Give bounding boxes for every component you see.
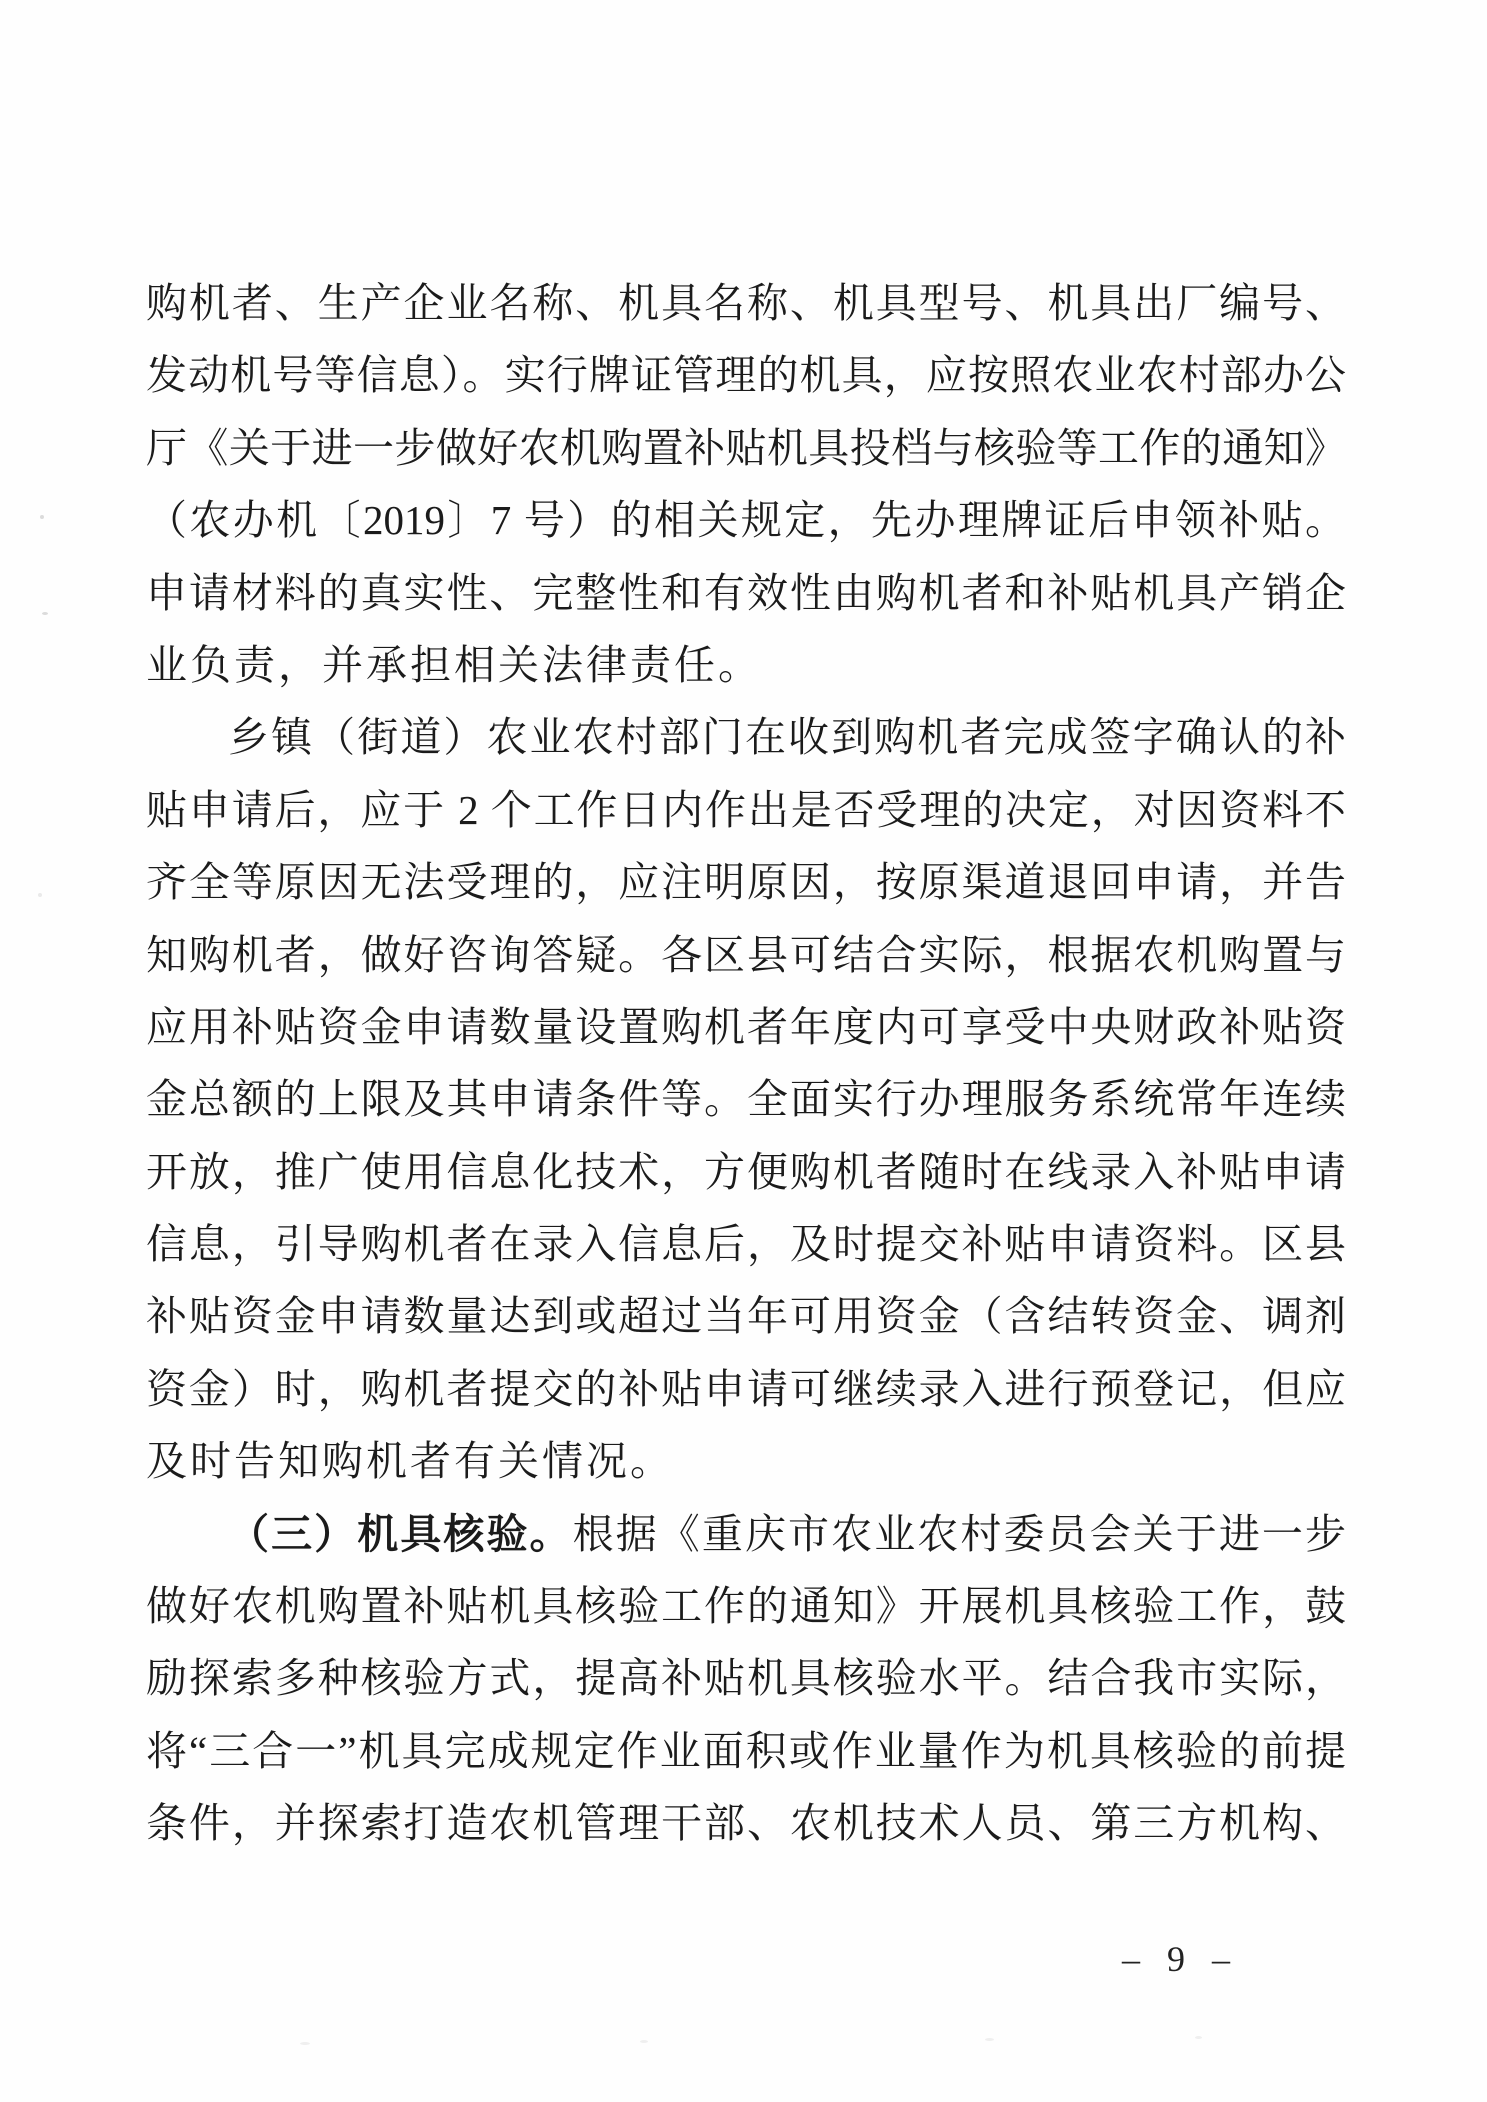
text-line: （农办机〔2019〕7 号）的相关规定，先办理牌证后申领补贴。	[146, 497, 1346, 544]
text-line	[146, 1498, 1346, 1570]
text-line: 条件，并探索打造农机管理干部、农机技术人员、第三方机构、	[146, 1800, 1346, 1847]
scan-speck	[985, 2038, 994, 2041]
text-line: 资金）时，购机者提交的补贴申请可继续录入进行预登记，但应	[146, 1365, 1346, 1412]
scan-speck	[1195, 2036, 1202, 2039]
text-line: 齐全等原因无法受理的，应注明原因，按原渠道退回申请，并告	[146, 859, 1346, 906]
text-line: 厅《关于进一步做好农机购置补贴机具投档与核验等工作的通知》	[146, 424, 1346, 471]
page-number: – 9 –	[1122, 1939, 1239, 1979]
scan-speck	[42, 612, 48, 615]
text-line: 业负责，并承担相关法律责任。	[146, 641, 762, 688]
text-line: 及时告知购机者有关情况。	[146, 1438, 674, 1485]
text-line: 将“三合一”机具完成规定作业面积或作业量作为机具核验的前提	[146, 1727, 1346, 1774]
scan-speck	[38, 893, 42, 897]
scan-speck	[40, 515, 44, 519]
scan-speck	[300, 2042, 310, 2045]
text-line: 做好农机购置补贴机具核验工作的通知》开展机具核验工作，鼓	[146, 1583, 1346, 1630]
text-line: 信息，引导购机者在录入信息后，及时提交补贴申请资料。区县	[146, 1221, 1346, 1268]
text-line: 贴申请后，应于 2 个工作日内作出是否受理的决定，对因资料不	[146, 786, 1346, 833]
text-line: 发动机号等信息）。实行牌证管理的机具，应按照农业农村部办公	[146, 352, 1346, 399]
section-heading: （三）机具核验。	[228, 1510, 573, 1557]
section-heading-rest: 根据《重庆市农业农村委员会关于进一步	[572, 1510, 1346, 1557]
text-line: 补贴资金申请数量达到或超过当年可用资金（含结转资金、调剂	[146, 1293, 1346, 1340]
text-line: 应用补贴资金申请数量设置购机者年度内可享受中央财政补贴资	[146, 1003, 1346, 1050]
scan-speck	[640, 2040, 648, 2043]
text-line: 申请材料的真实性、完整性和有效性由购机者和补贴机具产销企	[146, 569, 1346, 616]
text-line: 购机者、生产企业名称、机具名称、机具型号、机具出厂编号、	[146, 280, 1346, 326]
document-body	[146, 267, 1346, 1860]
text-line: 知购机者，做好咨询答疑。各区县可结合实际，根据农机购置与	[146, 931, 1346, 978]
text-line: 乡镇（街道）农业农村部门在收到购机者完成签字确认的补	[228, 714, 1346, 761]
text-line: 开放，推广使用信息化技术，方便购机者随时在线录入补贴申请	[146, 1148, 1346, 1195]
text-line: 金总额的上限及其申请条件等。全面实行办理服务系统常年连续	[146, 1076, 1346, 1123]
text-line: 励探索多种核验方式，提高补贴机具核验水平。结合我市实际，	[146, 1655, 1346, 1702]
